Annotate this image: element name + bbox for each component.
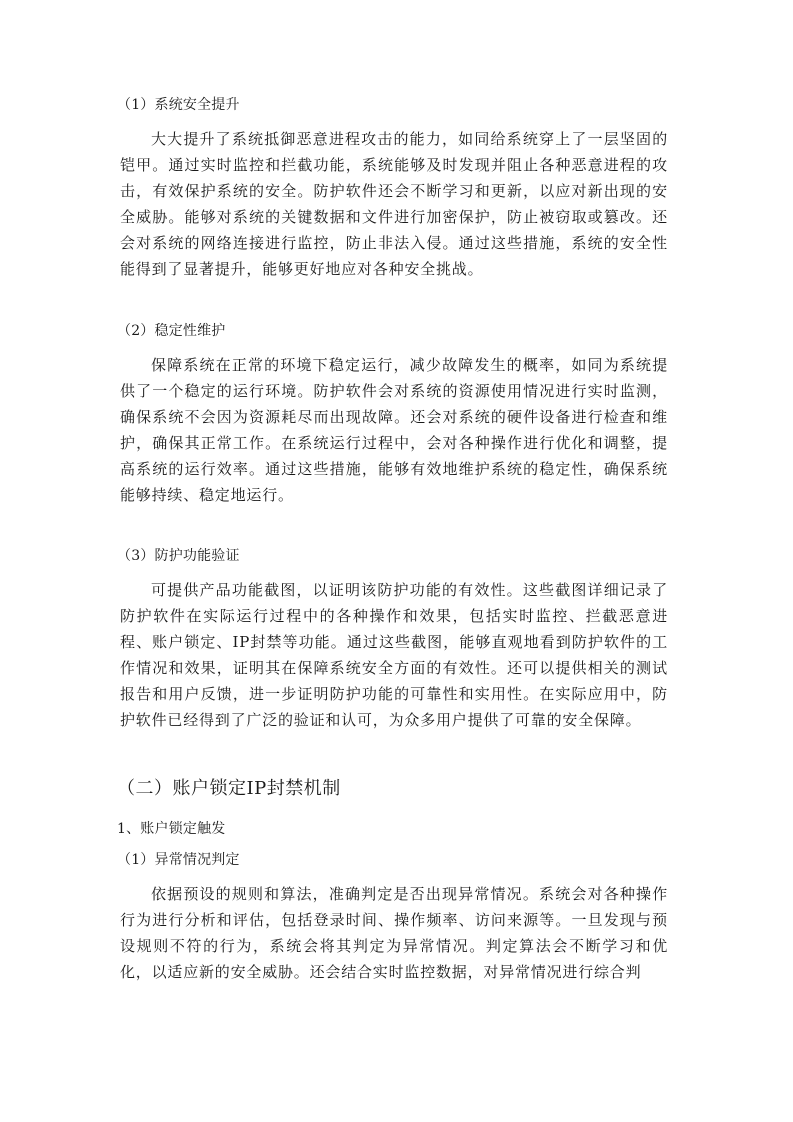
subheading-stability: （2）稳定性维护: [117, 323, 226, 339]
paragraph-system-security: 大大提升了系统抵御恶意进程攻击的能力，如同给系统穿上了一层坚固的铠甲。通过实时监控和拦截功能，系统能够及时发现并阻止各种恶意进程的攻击，有效保护系统的安全。防护软件还会不断学习和更新，以应对新出现的安全威胁。能够对系统的关键数据和文件进行加密保护，防止被窃取或篡改。还会对系统的网络连接进行监控，防止非法入侵。通过这些措施，系统的安全性能得到了显著提升，能够更好地应对各种安全挑战。: [120, 130, 668, 278]
subheading-protection-verification: （3）防护功能验证: [117, 548, 240, 564]
subheading-anomaly-detection: （1）异常情况判定: [117, 852, 240, 868]
subheading-system-security: （1）系统安全提升: [117, 97, 240, 113]
paragraph-anomaly-detection: 依据预设的规则和算法，准确判定是否出现异常情况。系统会对各种操作行为进行分析和评估，包括登录时间、操作频率、访问来源等。一旦发现与预设规则不符的行为，系统会将其判定为异常情况。判定算法会不断学习和优化，以适应新的安全威胁。还会结合实时监控数据，对异常情况进行综合判: [120, 885, 668, 981]
numbered-heading-account-lock-trigger: 1、账户锁定触发: [117, 821, 226, 837]
section-heading-account-lock-ip-ban: （二）账户锁定IP封禁机制: [117, 778, 341, 799]
paragraph-stability: 保障系统在正常的环境下稳定运行，减少故障发生的概率，如同为系统提供了一个稳定的运行环境。防护软件会对系统的资源使用情况进行实时监测，确保系统不会因为资源耗尽而出现故障。还会对系统的硬件设备进行检查和维护，确保其正常工作。在系统运行过程中，会对各种操作进行优化和调整，提高系统的运行效率。通过这些措施，能够有效地维护系统的稳定性，确保系统能够持续、稳定地运行。: [120, 356, 668, 504]
paragraph-protection-verification: 可提供产品功能截图，以证明该防护功能的有效性。这些截图详细记录了防护软件在实际运行过程中的各种操作和效果，包括实时监控、拦截恶意进程、账户锁定、IP封禁等功能。通过这些截图，能够直观地看到防护软件的工作情况和效果，证明其在保障系统安全方面的有效性。还可以提供相关的测试报告和用户反馈，进一步证明防护功能的可靠性和实用性。在实际应用中，防护软件已经得到了广泛的验证和认可，为众多用户提供了可靠的安全保障。: [120, 581, 668, 729]
